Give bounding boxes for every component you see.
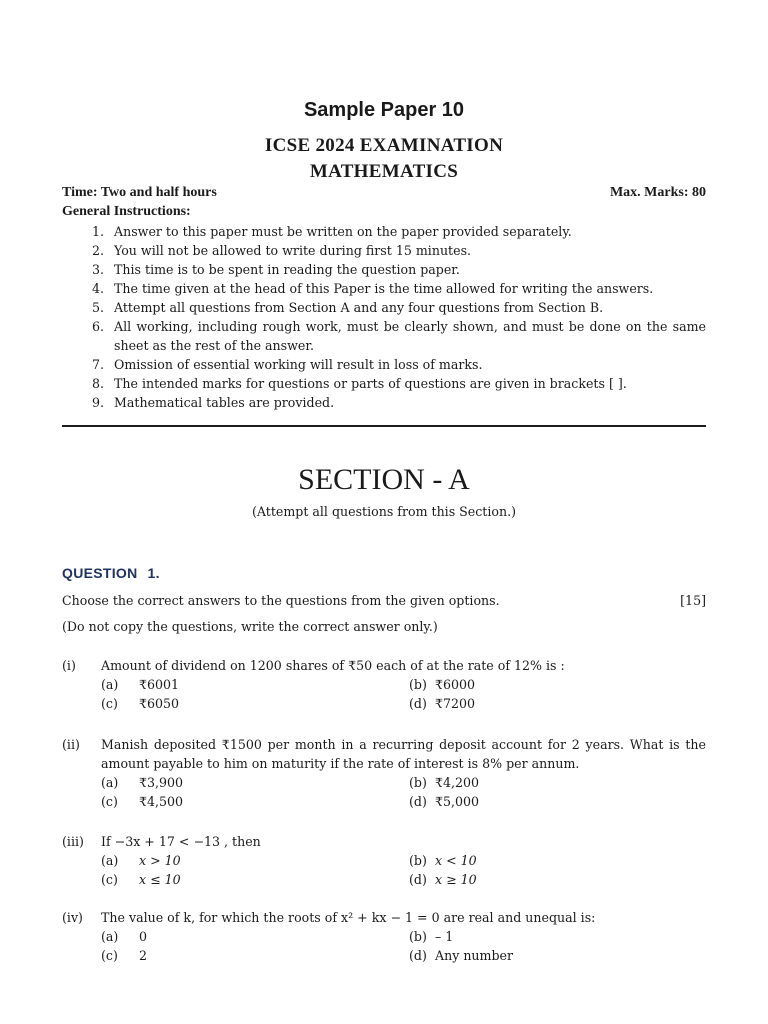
option-text: x ≤ 10: [139, 872, 181, 887]
instruction-number: 4.: [91, 281, 104, 296]
question-heading: [62, 565, 160, 581]
option-label: (a): [101, 677, 119, 692]
option-label: (b): [409, 677, 427, 692]
part-number: (iv): [62, 910, 83, 925]
option-text: ₹6001: [139, 677, 180, 692]
option-text: ₹6000: [435, 677, 476, 692]
exam-meta: [62, 185, 706, 203]
question-instruction-row: [62, 593, 706, 608]
option-text: ₹7200: [435, 696, 476, 711]
options-grid: [101, 927, 706, 965]
option-label: (a): [101, 929, 119, 944]
option-label: (d): [409, 696, 427, 711]
option-d: [409, 870, 477, 889]
instruction-text: Mathematical tables are provided.: [114, 395, 335, 410]
option-text: ₹5,000: [435, 794, 480, 809]
instruction-item: [62, 298, 706, 317]
option-label: (d): [409, 948, 427, 963]
option-text: Any number: [435, 948, 514, 963]
part-number: (i): [62, 658, 76, 673]
option-a: [101, 675, 179, 694]
instruction-text: The intended marks for questions or parts of questions are given in brackets [ ].: [114, 376, 627, 391]
question-label: QUESTION: [62, 565, 138, 581]
question-part: [62, 656, 706, 713]
exam-name: ICSE 2024 EXAMINATION: [264, 135, 504, 156]
option-label: (c): [101, 696, 118, 711]
instruction-number: 3.: [91, 262, 104, 277]
instruction-number: 7.: [91, 357, 104, 372]
instruction-text: Answer to this paper must be written on the paper provided separately.: [114, 224, 572, 239]
instruction-number: 6.: [91, 319, 104, 334]
question-note: (Do not copy the questions, write the correct answer only.): [62, 619, 438, 634]
option-label: (c): [101, 872, 118, 887]
instruction-item: [62, 260, 706, 279]
question-instruction: Choose the correct answers to the questions from the given options.: [62, 593, 500, 608]
instruction-item: [62, 393, 706, 412]
option-c: [101, 792, 183, 811]
instruction-item: [62, 279, 706, 298]
option-text: ₹3,900: [139, 775, 184, 790]
instruction-text: Omission of essential working will result in loss of marks.: [114, 357, 483, 372]
time-allowed: Time: Two and half hours: [62, 185, 217, 200]
option-d: [409, 946, 513, 965]
question-number: 1.: [147, 565, 160, 581]
options-grid: [101, 773, 706, 811]
option-d: [409, 792, 479, 811]
option-b: [409, 675, 475, 694]
option-label: (b): [409, 775, 427, 790]
instruction-number: 5.: [91, 300, 104, 315]
question-part: [62, 832, 706, 889]
option-label: (c): [101, 948, 118, 963]
instruction-number: 8.: [91, 376, 104, 391]
part-text: The value of k, for which the roots of x² + kx − 1 = 0 are real and unequal is:: [101, 910, 596, 925]
instruction-item: [62, 241, 706, 260]
instruction-item: [62, 355, 706, 374]
instructions-list: [62, 222, 706, 412]
section-title: SECTION - A: [298, 463, 470, 496]
option-text: – 1: [435, 929, 454, 944]
option-c: [101, 694, 179, 713]
option-b: [409, 927, 453, 946]
option-label: (c): [101, 794, 118, 809]
option-c: [101, 870, 181, 889]
question-part: [62, 908, 706, 965]
option-b: [409, 773, 479, 792]
option-text: 2: [139, 948, 148, 963]
option-text: x < 10: [435, 853, 477, 868]
option-label: (d): [409, 794, 427, 809]
part-text: Manish deposited ₹1500 per month in a recurring deposit account for 2 years. What is the amount payable to him on maturity if the rate of interest is 8% per annum.: [101, 737, 706, 771]
option-a: [101, 851, 181, 870]
section-divider: [62, 425, 706, 427]
part-number: (iii): [62, 834, 84, 849]
instruction-number: 1.: [91, 224, 104, 239]
option-d: [409, 694, 475, 713]
section-note: (Attempt all questions from this Section.): [251, 504, 517, 519]
option-label: (b): [409, 853, 427, 868]
instruction-item: [62, 317, 706, 355]
part-number: (ii): [62, 737, 80, 752]
instruction-number: 9.: [91, 395, 104, 410]
instruction-text: This time is to be spent in reading the question paper.: [114, 262, 460, 277]
option-a: [101, 927, 147, 946]
option-label: (a): [101, 775, 119, 790]
subject-name: MATHEMATICS: [309, 161, 459, 182]
instruction-number: 2.: [91, 243, 104, 258]
question-part: [62, 735, 706, 811]
option-c: [101, 946, 147, 965]
option-text: 0: [139, 929, 148, 944]
instruction-text: The time given at the head of this Paper is the time allowed for writing the answers.: [114, 281, 654, 296]
instruction-text: All working, including rough work, must be clearly shown, and must be done on the same sheet as the rest of the answer.: [114, 319, 706, 353]
option-text: ₹4,200: [435, 775, 480, 790]
part-text: Amount of dividend on 1200 shares of ₹50 each of at the rate of 12% is :: [101, 658, 565, 673]
option-b: [409, 851, 477, 870]
general-instructions-heading: General Instructions:: [62, 204, 191, 219]
option-text: ₹4,500: [139, 794, 184, 809]
instruction-item: [62, 374, 706, 393]
option-text: x ≥ 10: [435, 872, 477, 887]
question-marks: [15]: [680, 593, 706, 608]
option-label: (d): [409, 872, 427, 887]
options-grid: [101, 851, 706, 889]
part-text: If −3x + 17 < −13 , then: [101, 834, 261, 849]
max-marks: Max. Marks: 80: [609, 185, 706, 200]
options-grid: [101, 675, 706, 713]
instruction-text: You will not be allowed to write during first 15 minutes.: [114, 243, 472, 258]
option-a: [101, 773, 183, 792]
option-label: (b): [409, 929, 427, 944]
option-text: ₹6050: [139, 696, 180, 711]
option-label: (a): [101, 853, 119, 868]
paper-title: Sample Paper 10: [303, 99, 465, 121]
instruction-text: Attempt all questions from Section A and any four questions from Section B.: [114, 300, 604, 315]
option-text: x > 10: [139, 853, 181, 868]
instruction-item: [62, 222, 706, 241]
